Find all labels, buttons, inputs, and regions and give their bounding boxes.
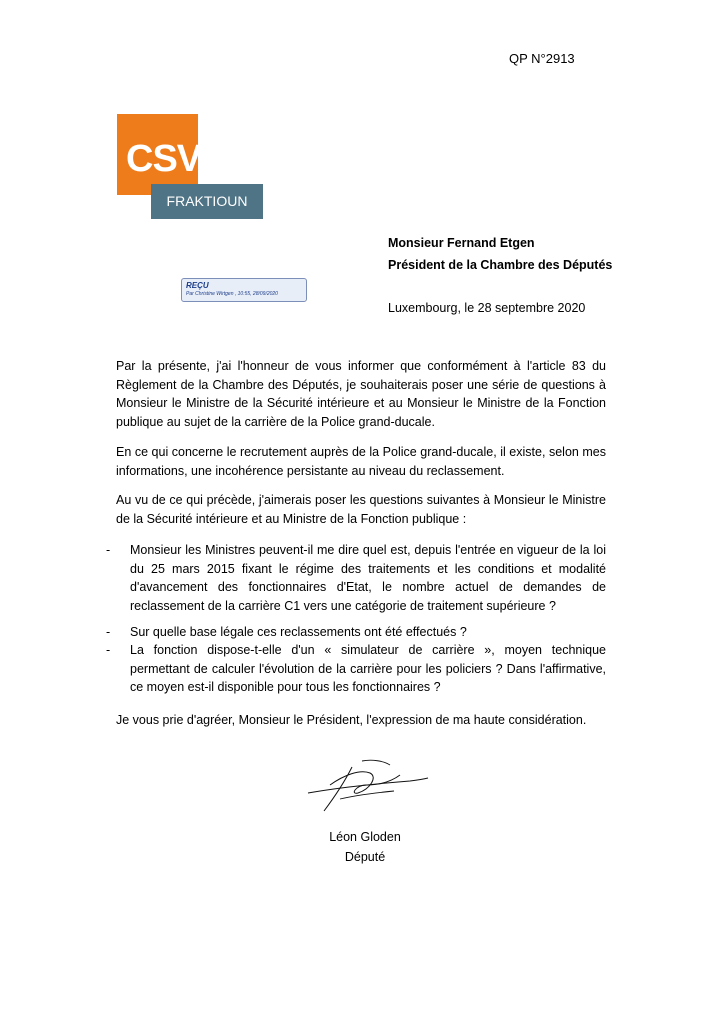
- recipient-name: Monsieur Fernand Etgen: [388, 236, 535, 250]
- paragraph-questions-lead: Au vu de ce qui précède, j'aimerais poser les questions suivantes à Monsieur le Ministre de la Sécurité intérieure et au Ministre de la Fonction publique :: [116, 493, 606, 526]
- paragraph-intro: Par la présente, j'ai l'honneur de vous informer que conformément à l'article 83 du Règlement de la Chambre des Députés, je souhaiterais poser une série de questions à Monsieur le Ministre de la Sécurité intérieure et au Monsieur le Ministre de la Fonction publique au sujet de la carrière de la Police grand-ducale.: [116, 359, 606, 429]
- question-item: [106, 641, 606, 697]
- csv-logo-text: CSV: [126, 138, 202, 180]
- question-item: [106, 623, 606, 642]
- closing-formula: Je vous prie d'agréer, Monsieur le Président, l'expression de ma haute considération.: [116, 713, 587, 727]
- signer-role: Député: [344, 850, 386, 864]
- signer-name: Léon Gloden: [329, 830, 401, 844]
- question-text: Sur quelle base légale ces reclassements ont été effectués ?: [130, 625, 467, 639]
- question-text: Monsieur les Ministres peuvent-il me dire quel est, depuis l'entrée en vigueur de la loi du 25 mars 2015 fixant le régime des traitements et les conditions et modalité d'avancement des fonctionnaires d'Etat, le nombre actuel de demandes de reclassement de la carrière C1 vers une catégorie de traitement supérieure ?: [130, 543, 606, 613]
- question-text: La fonction dispose-t-elle d'un « simulateur de carrière », moyen technique permettant de calculer l'évolution de la carrière pour les policiers ? Dans l'affirmative, ce moyen est-il disponible pour tous les fonctionnaires ?: [130, 643, 606, 694]
- bullet-dash: -: [106, 543, 111, 557]
- question-reference: QP N°2913: [509, 51, 575, 66]
- csv-logo: [117, 114, 202, 195]
- recipient-title: Président de la Chambre des Députés: [388, 258, 613, 272]
- question-item: [106, 541, 606, 615]
- signature: [300, 755, 430, 825]
- stamp-title: REÇU: [186, 281, 209, 290]
- fraktioun-logo: FRAKTIOUN: [151, 184, 263, 219]
- bullet-dash: -: [106, 643, 111, 657]
- bullet-dash: -: [106, 625, 111, 639]
- date-line: Luxembourg, le 28 septembre 2020: [388, 301, 586, 315]
- paragraph-context: En ce qui concerne le recrutement auprès de la Police grand-ducale, il existe, selon mes informations, une incohérence persistante au niveau du reclassement.: [116, 445, 606, 478]
- received-stamp: [181, 278, 307, 302]
- stamp-detail: Par Christine Wirtgen , 10:55, 28/09/2020: [186, 291, 278, 297]
